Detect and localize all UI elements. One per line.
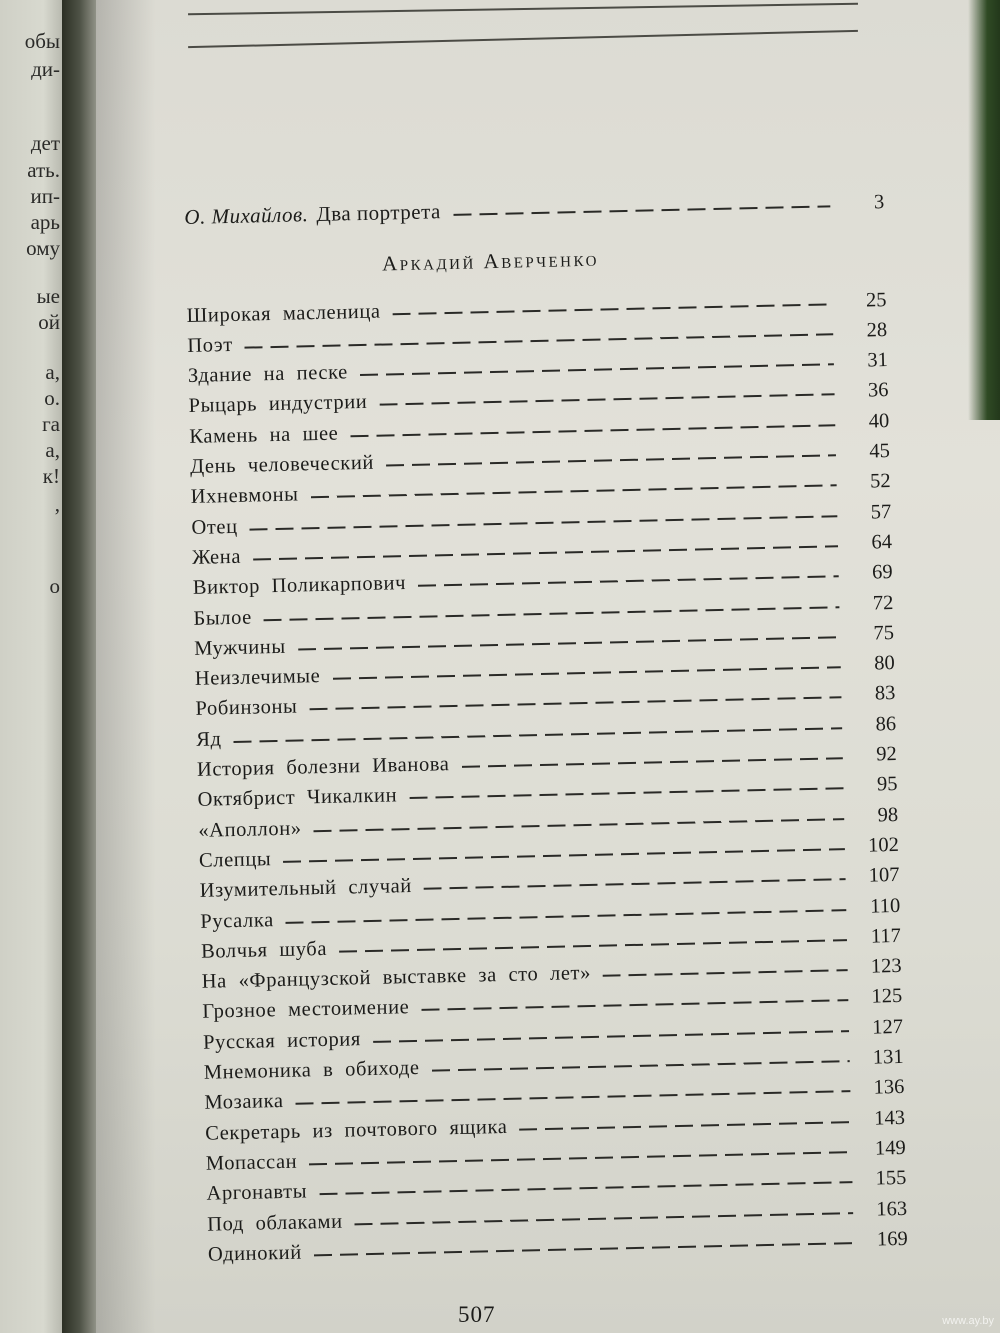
toc-entry-title: На «Французской выставке за сто лет» [201, 962, 592, 993]
toc-entry-page: 31 [867, 349, 889, 372]
toc-entry-title: Грозное местоимение [202, 996, 410, 1024]
toc-entry-title: Аргонавты [206, 1180, 308, 1205]
toc-entry-title: Жена [191, 545, 242, 569]
leader-dashes [432, 1060, 850, 1071]
leader-dashes [379, 394, 834, 406]
facing-page-text: ой [38, 310, 60, 334]
leader-dashes [393, 303, 833, 315]
toc-page [96, 0, 1000, 1333]
toc-entry-title: Мнемоника в обиходе [203, 1056, 420, 1084]
toc-entry-title: Мозаика [204, 1090, 284, 1115]
toc-entry-title: Былое [193, 606, 253, 630]
toc-list [186, 281, 908, 1266]
facing-page-text: ому [26, 236, 60, 260]
leader-dashes [418, 576, 839, 588]
toc-entry-title: Октябрист Чикалкин [197, 784, 398, 812]
toc-entry-page: 127 [871, 1015, 904, 1039]
facing-page-text: дет [30, 131, 60, 155]
toc-entry-title: Изумительный случай [199, 875, 413, 903]
toc-entry-page: 92 [876, 743, 898, 766]
toc-entry-title: Секретарь из почтового ящика [204, 1115, 508, 1145]
toc-entry-title: Ихневмоны [190, 483, 299, 509]
facing-page-text: к! [42, 464, 60, 488]
intro-page-number: 3 [873, 191, 885, 214]
leader-dashes [421, 1000, 848, 1012]
toc-entry-title: Мопассан [205, 1150, 298, 1175]
page-shadow [96, 0, 156, 1333]
toc-entry-title: Широкая масленица [186, 300, 381, 327]
toc-entry-page: 95 [876, 773, 898, 796]
watermark: www.ay.by [942, 1315, 994, 1327]
toc-entry-page: 72 [872, 591, 894, 615]
facing-page-text: га [42, 412, 60, 436]
facing-page-text: ип- [30, 184, 60, 208]
background-edge [968, 0, 1000, 420]
toc-entry-page: 98 [877, 803, 899, 827]
toc-entry-title: Виктор Поликарпович [192, 572, 407, 600]
intro-entry [184, 184, 885, 230]
toc-entry-title: Неизлечимые [194, 665, 321, 691]
intro-author: О. Михайлов. [184, 202, 309, 230]
toc-entry-page: 149 [874, 1136, 906, 1160]
leader-dashes [519, 1121, 851, 1131]
toc-entry-title: День человеческий [189, 451, 375, 479]
facing-page-text: о. [44, 386, 60, 410]
toc-entry-title: История болезни Иванова [196, 753, 450, 781]
toc-entry-title: Отец [191, 515, 238, 539]
toc-entry-page: 40 [868, 409, 890, 433]
toc-entry-page: 169 [876, 1227, 908, 1251]
facing-page-text: а, [45, 438, 60, 462]
toc-entry-page: 52 [869, 470, 891, 493]
facing-page-text: обы [24, 29, 60, 53]
facing-page [0, 0, 62, 1333]
facing-page-text: арь [30, 210, 60, 234]
toc-entry-page: 45 [869, 440, 891, 463]
leader-dashes [314, 1242, 854, 1256]
leader-dashes [603, 969, 848, 977]
toc-entry-page: 64 [871, 530, 893, 554]
facing-page-text: , [54, 492, 60, 516]
toc-entry-page: 123 [870, 955, 902, 978]
facing-page-text: ди- [31, 57, 60, 81]
facing-page-text: ать. [27, 158, 60, 182]
leader-dashes [409, 788, 843, 800]
facing-page-text: а, [45, 360, 60, 384]
table-of-contents [184, 184, 908, 1266]
toc-entry-title: Мужчины [193, 635, 286, 660]
toc-entry-page: 25 [865, 288, 887, 312]
header-rule-top [188, 3, 858, 15]
leader-dashes [386, 454, 836, 466]
toc-entry-page: 57 [870, 500, 892, 524]
toc-entry-page: 83 [874, 682, 896, 705]
toc-entry-page: 75 [873, 621, 895, 645]
toc-entry-title: Яд [195, 728, 222, 751]
toc-entry-title: Одинокий [207, 1241, 303, 1266]
toc-entry-page: 125 [871, 985, 903, 1009]
toc-entry-title: Волчья шуба [200, 937, 328, 963]
header-rule-bottom [188, 30, 858, 48]
toc-entry-page: 86 [875, 712, 897, 736]
toc-entry-page: 107 [868, 864, 900, 887]
toc-entry-title: Здание на песке [187, 361, 349, 388]
toc-entry-title: Робинзоны [195, 696, 298, 721]
facing-page-text: ые [36, 284, 60, 308]
toc-entry-title: Под облаками [206, 1210, 343, 1236]
toc-entry-title: Русская история [202, 1027, 362, 1054]
toc-entry-page: 131 [872, 1045, 904, 1069]
leader-dashes [453, 206, 830, 217]
toc-entry-title: Русалка [200, 908, 275, 933]
toc-entry-page: 80 [873, 652, 895, 675]
toc-entry-page: 143 [874, 1106, 906, 1130]
page-folio: 507 [458, 1302, 496, 1327]
toc-entry-page: 136 [873, 1076, 905, 1099]
toc-entry-page: 69 [871, 561, 893, 584]
toc-entry-title: «Аполлон» [198, 817, 302, 842]
toc-entry-title: Слепцы [198, 848, 272, 872]
toc-entry-title: Камень на шее [189, 422, 339, 448]
leader-dashes [462, 757, 843, 768]
intro-title: Два портрета [316, 199, 442, 227]
toc-entry-page: 36 [867, 379, 889, 403]
toc-entry-page: 28 [866, 318, 888, 342]
toc-entry-page: 110 [869, 894, 901, 918]
toc-entry-page: 163 [876, 1197, 908, 1221]
leader-dashes [424, 878, 846, 890]
section-heading: Аркадий Аверченко [381, 246, 600, 276]
toc-entry-title: Поэт [187, 333, 234, 357]
toc-entry-page: 117 [870, 924, 902, 948]
toc-entry-page: 155 [875, 1167, 907, 1190]
facing-page-text: о [49, 574, 60, 598]
toc-entry-page: 102 [867, 833, 900, 857]
toc-entry-title: Рыцарь индустрии [188, 391, 368, 418]
